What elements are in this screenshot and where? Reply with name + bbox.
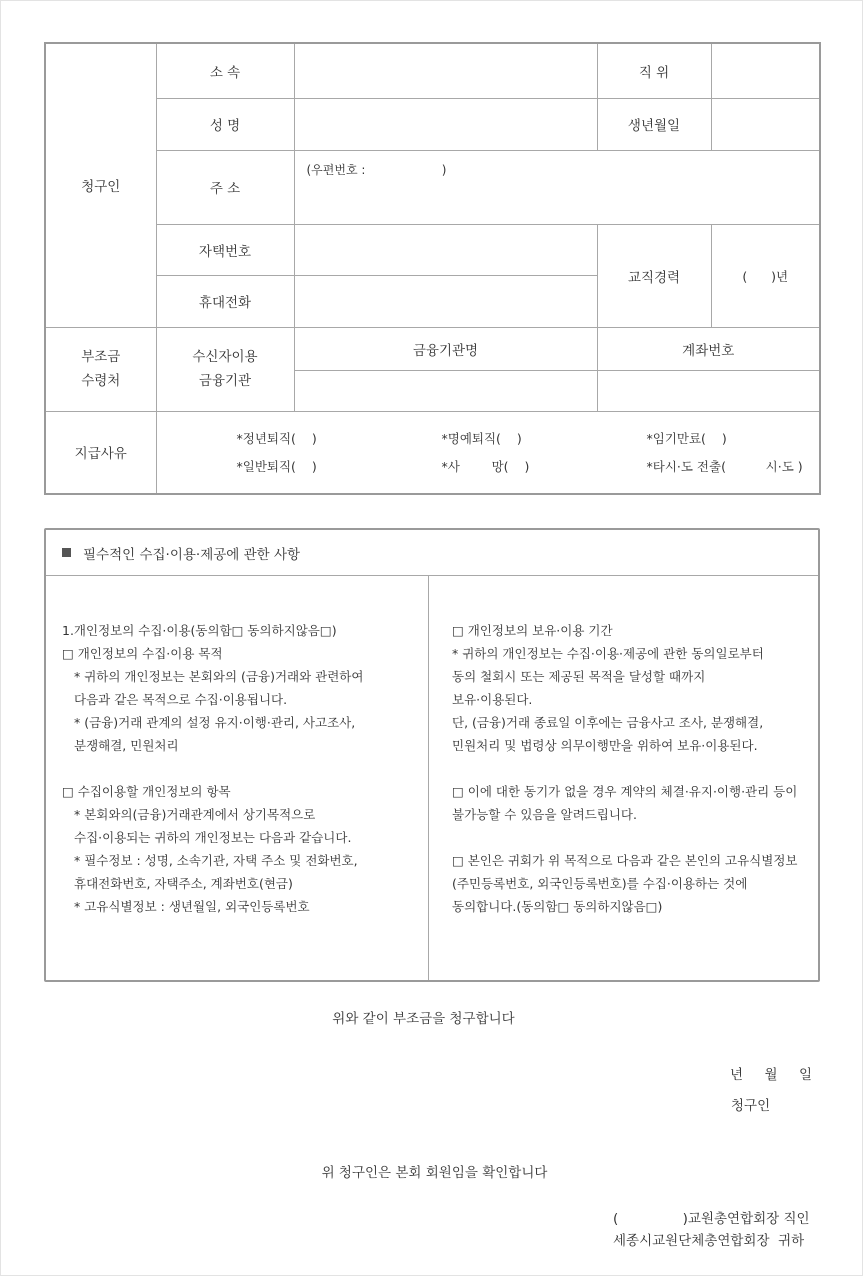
consent-right-line: 동의합니다.(동의함□ 동의하지않음□) — [452, 899, 663, 914]
reason-general-retirement[interactable]: *일반퇴직( ) — [236, 459, 317, 475]
affiliation-field[interactable] — [294, 43, 597, 98]
career-value[interactable]: ( )년 — [711, 224, 820, 327]
consent-left-line: * 필수정보 : 성명, 소속기관, 자택 주소 및 전화번호, — [74, 853, 358, 868]
bank-label — [156, 327, 294, 411]
account-field[interactable] — [597, 370, 820, 411]
mobile-label: 휴대전화 — [156, 275, 294, 327]
reason-death[interactable]: *사 망( ) — [441, 459, 530, 475]
bank-name-header: 금융기관명 — [294, 327, 597, 370]
consent-right-line: 단, (금융)거래 종료일 이후에는 금융사고 조사, 분쟁해결, — [452, 715, 764, 730]
consent-left-line: □ 수집이용할 개인정보의 항목 — [62, 784, 231, 799]
consent-right-line: * 귀하의 개인정보는 수집·이용·제공에 관한 동의일로부터 — [452, 646, 764, 661]
consent-right-line: 불가능할 수 있음을 알려드립니다. — [452, 807, 637, 822]
consent-section — [44, 528, 820, 982]
recipient-line: 세종시교원단체총연합회장 귀하 — [613, 1233, 805, 1249]
confirm-statement: 위 청구인은 본회 회원임을 확인합니다 — [321, 1165, 548, 1181]
consent-right-line: □ 이에 대한 동기가 없을 경우 계약의 체결·유지·이행·관리 등이 — [452, 784, 798, 799]
consent-title: 필수적인 수집·이용·제공에 관한 사항 — [83, 546, 301, 563]
reason-retirement-age[interactable]: *정년퇴직( ) — [236, 431, 317, 447]
recipient-label — [45, 327, 156, 411]
consent-left-line: 다음과 같은 목적으로 수집·이용됩니다. — [74, 692, 288, 707]
address-field[interactable] — [294, 150, 820, 224]
name-field[interactable] — [294, 98, 597, 150]
home-phone-label: 자택번호 — [156, 224, 294, 275]
career-label: 교직경력 — [597, 224, 711, 327]
reason-honorary-retirement[interactable]: *명예퇴직( ) — [441, 431, 522, 447]
reason-term-expiry[interactable]: *임기만료( ) — [646, 431, 727, 447]
consent-right-line: 동의 철회시 또는 제공된 목적을 달성할 때까지 — [452, 669, 706, 684]
consent-right-line: 보유·이용된다. — [452, 692, 533, 707]
consent-left-column — [46, 576, 429, 980]
mobile-field[interactable] — [294, 275, 597, 327]
name-label: 성 명 — [156, 98, 294, 150]
consent-left-line: 분쟁해결, 민원처리 — [74, 738, 179, 753]
claimant-label: 청구인 — [45, 43, 156, 327]
birthdate-field[interactable] — [711, 98, 820, 150]
bank-label-2: 금융기관 — [198, 373, 252, 389]
bank-label-1: 수신자이용 — [192, 349, 258, 365]
reason-options — [156, 411, 820, 494]
square-bullet-icon — [62, 548, 71, 557]
bank-name-field[interactable] — [294, 370, 597, 411]
consent-right-line: 민원처리 및 법령상 의무이행만을 위하여 보유·이용된다. — [452, 738, 758, 753]
consent-left-line: 수집·이용되는 귀하의 개인정보는 다음과 같습니다. — [74, 830, 352, 845]
federation-seal-line: ( )교원총연합회장 직인 — [613, 1211, 810, 1227]
reason-label: 지급사유 — [45, 411, 156, 494]
consent-left-line: 1.개인정보의 수집·이용(동의함□ 동의하지않음□) — [62, 623, 337, 638]
account-header: 계좌번호 — [597, 327, 820, 370]
consent-left-line: □ 개인정보의 수집·이용 목적 — [62, 646, 223, 661]
consent-left-line: * 귀하의 개인정보는 본회와의 (금융)거래와 관련하여 — [74, 669, 364, 684]
consent-left-line: * 고유식별정보 : 생년월일, 외국인등록번호 — [74, 899, 310, 914]
birthdate-label: 생년월일 — [597, 98, 711, 150]
recipient-label-2: 수령처 — [81, 373, 121, 389]
consent-left-line: * (금융)거래 관계의 설정 유지·이행·관리, 사고조사, — [74, 715, 356, 730]
address-label: 주 소 — [156, 150, 294, 224]
position-field[interactable] — [711, 43, 820, 98]
claim-form-table — [44, 42, 821, 495]
postcode-hint: (우편번호 : ) — [306, 162, 447, 177]
recipient-label-1: 부조금 — [81, 349, 121, 365]
consent-right-line: □ 본인은 귀회가 위 목적으로 다음과 같은 본인의 고유식별정보 — [452, 853, 798, 868]
position-label: 직 위 — [597, 43, 711, 98]
affiliation-label: 소 속 — [156, 43, 294, 98]
request-statement: 위와 같이 부조금을 청구합니다 — [332, 1011, 515, 1027]
home-phone-field[interactable] — [294, 224, 597, 275]
consent-right-column — [429, 576, 818, 980]
date-line[interactable]: 년 월 일 — [730, 1067, 813, 1083]
consent-header — [46, 530, 818, 576]
consent-right-line: □ 개인정보의 보유·이용 기간 — [452, 623, 613, 638]
consent-right-line: (주민등록번호, 외국인등록번호)를 수집·이용하는 것에 — [452, 876, 748, 891]
reason-transfer[interactable]: *타시·도 전출( 시·도 ) — [646, 459, 803, 475]
claimant-signature[interactable]: 청구인 — [731, 1098, 771, 1114]
consent-left-line: * 본회와의(금융)거래관계에서 상기목적으로 — [74, 807, 316, 822]
consent-left-line: 휴대전화번호, 자택주소, 계좌번호(현금) — [74, 876, 293, 891]
